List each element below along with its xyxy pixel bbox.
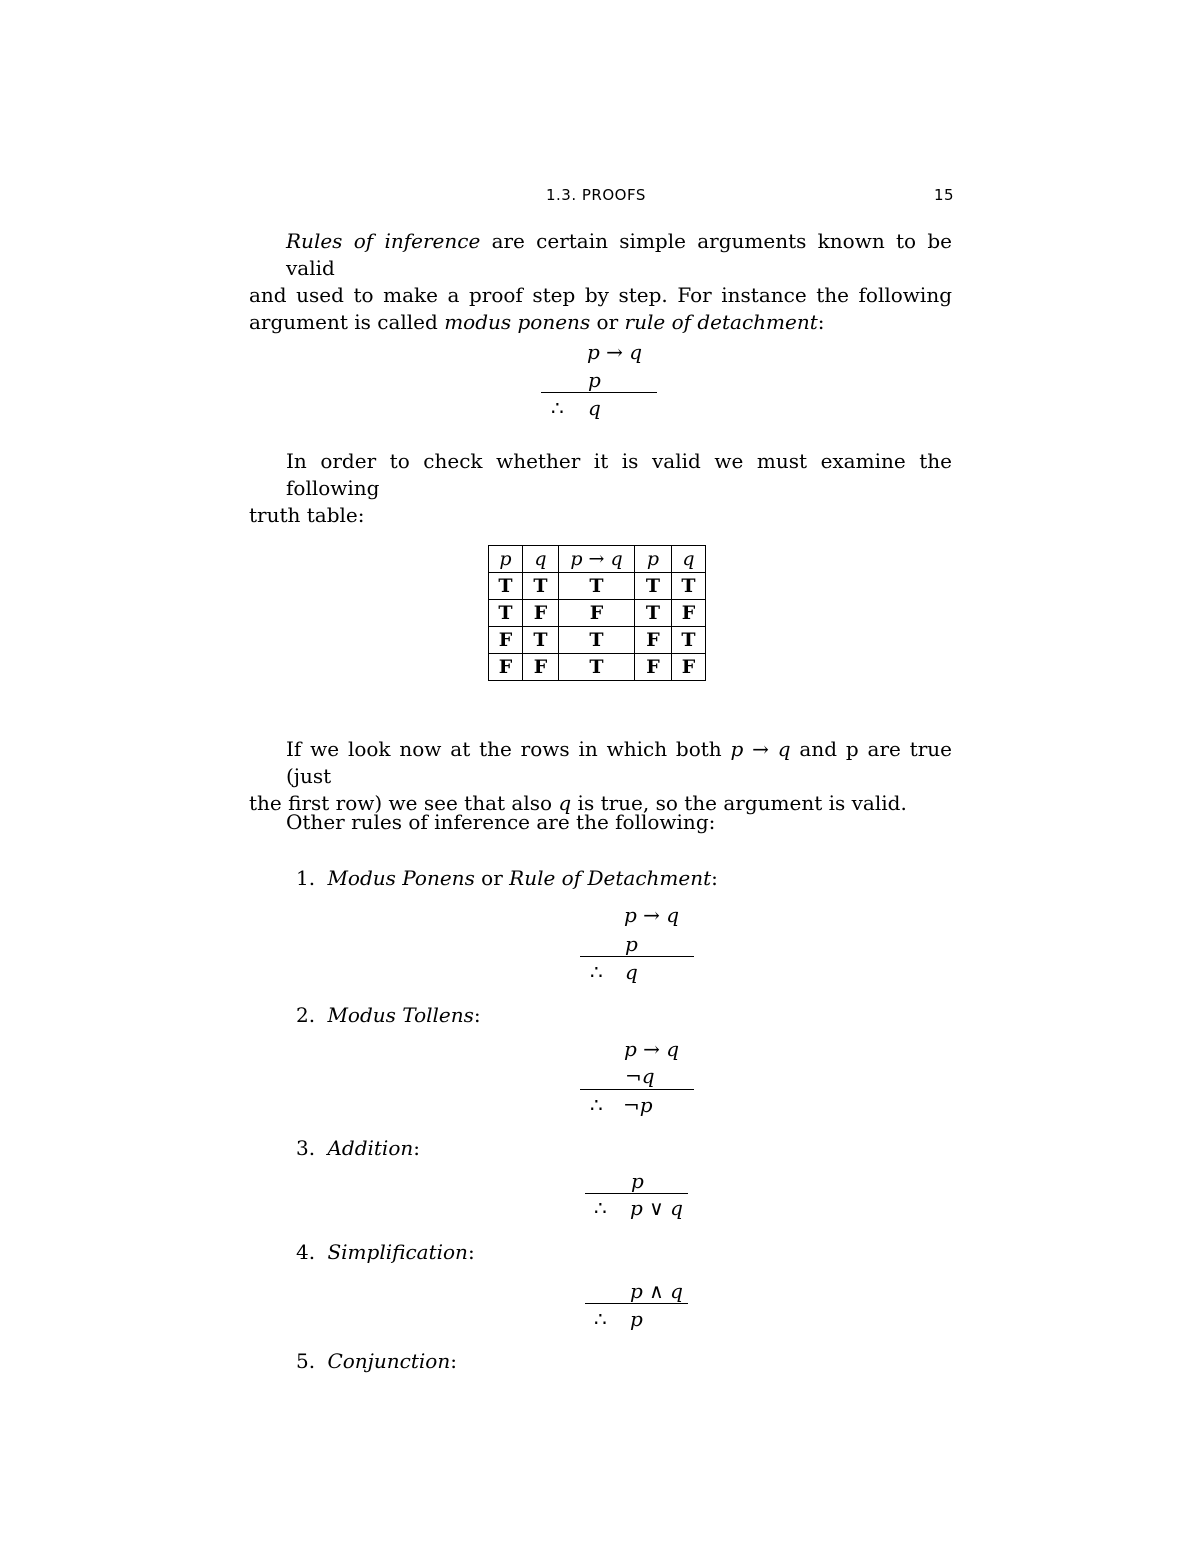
table-row (489, 654, 706, 681)
table-cell: F (523, 654, 559, 681)
intro-text-1: are certain simple arguments known to be valid (286, 229, 952, 280)
rule-name-alt: Rule of Detachment (509, 866, 712, 890)
table-cell: F (672, 600, 706, 627)
rule-connector: or (474, 866, 510, 890)
term-rules-of-inference: Rules of inference (286, 229, 481, 253)
table-cell: F (489, 654, 523, 681)
rule-item-4 (296, 1240, 475, 1264)
rule4-conclusion: p (630, 1307, 643, 1331)
implication-expression: p → q (730, 737, 791, 761)
rule-item-5 (296, 1349, 457, 1373)
rule4-premise-1: p ∧ q (630, 1279, 683, 1303)
table-cell: T (672, 627, 706, 654)
table-cell: T (635, 573, 672, 600)
conclusion-text-a: If we look now at the rows in which both (286, 737, 731, 761)
header-cell: p (489, 546, 523, 573)
table-cell: T (489, 600, 523, 627)
header-cell: q (523, 546, 559, 573)
truth-table (488, 545, 706, 681)
rule2-rule (580, 1089, 694, 1090)
intro-line-3 (249, 309, 952, 336)
term-rule-of-detachment: rule of detachment (624, 310, 818, 334)
header-cell: q (672, 546, 706, 573)
rule-name: Conjunction (327, 1349, 451, 1373)
rule2-conclusion: ¬p (623, 1093, 653, 1117)
table-cell: T (489, 573, 523, 600)
intro-text-5: : (817, 310, 825, 334)
rule-colon: : (413, 1136, 421, 1160)
table-cell: F (489, 627, 523, 654)
rule-colon: : (711, 866, 718, 890)
therefore-symbol: ∴ (551, 396, 564, 420)
page-number: 15 (934, 186, 955, 204)
intro-conclusion: q (588, 396, 601, 420)
intro-premise-2: p (588, 368, 601, 392)
table-cell: T (523, 627, 559, 654)
therefore-symbol: ∴ (590, 1093, 603, 1117)
rule4-rule (585, 1303, 688, 1304)
rule1-premise-2: p (625, 932, 638, 956)
table-row (489, 573, 706, 600)
table-cell: T (559, 627, 635, 654)
rule-colon: : (467, 1240, 475, 1264)
rule-colon: : (473, 1003, 481, 1027)
table-cell: F (635, 654, 672, 681)
table-cell: T (559, 573, 635, 600)
rule-number: 5. (296, 1349, 316, 1373)
rule-item-1 (296, 866, 718, 890)
conclusion-text-d: the first row) we see that also (249, 791, 559, 815)
rule3-premise-1: p (631, 1169, 644, 1193)
other-rules-line: Other rules of inference are the following: (286, 810, 716, 834)
conclusion-text-f: is true, so the argument is valid. (571, 791, 907, 815)
intro-text-3: argument is called (249, 310, 445, 334)
table-cell: F (559, 600, 635, 627)
conclusion-paragraph (249, 736, 952, 817)
rule1-rule (580, 956, 694, 957)
table-cell: F (523, 600, 559, 627)
rule-item-3 (296, 1136, 420, 1160)
table-cell: F (635, 627, 672, 654)
rule3-rule (585, 1193, 688, 1194)
table-cell: T (635, 600, 672, 627)
header-cell: p → q (559, 546, 635, 573)
table-cell: T (672, 573, 706, 600)
rule-number: 1. (296, 866, 316, 890)
header-cell: p (635, 546, 672, 573)
intro-premise-1: p → q (587, 340, 643, 364)
check-line-2: truth table: (249, 503, 365, 527)
table-cell: T (559, 654, 635, 681)
intro-paragraph (249, 228, 952, 336)
therefore-symbol: ∴ (594, 1307, 607, 1331)
rule-number: 2. (296, 1003, 316, 1027)
other-rules-paragraph (249, 809, 952, 836)
intro-argument-rule (541, 392, 657, 393)
rule2-premise-2: ¬q (625, 1064, 655, 1088)
rule-name: Modus Tollens (327, 1003, 474, 1027)
truth-table-header-row (489, 546, 706, 573)
term-modus-ponens: modus ponens (444, 310, 591, 334)
table-row (489, 600, 706, 627)
intro-line-2: and used to make a proof step by step. For instance the following (249, 283, 952, 307)
intro-text-4: or (590, 310, 625, 334)
rule-number: 4. (296, 1240, 316, 1264)
intro-line-1 (249, 228, 952, 282)
rule-colon: : (450, 1349, 457, 1373)
rule1-premise-1: p → q (624, 903, 680, 927)
therefore-symbol: ∴ (594, 1196, 607, 1220)
table-cell: F (672, 654, 706, 681)
rule2-premise-1: p → q (624, 1037, 680, 1061)
running-header-section: 1.3. PROOFS (546, 186, 646, 204)
rule-number: 3. (296, 1136, 316, 1160)
rule-item-2 (296, 1003, 481, 1027)
rule-name: Addition (327, 1136, 414, 1160)
conclusion-line-1 (249, 736, 952, 790)
rule-name: Simplification (327, 1240, 468, 1264)
rule3-conclusion: p ∨ q (630, 1196, 683, 1220)
conclusion-text-c: and p are true (just (286, 737, 952, 788)
therefore-symbol: ∴ (590, 960, 603, 984)
check-paragraph (249, 448, 952, 529)
variable-q: q (558, 791, 572, 815)
table-row (489, 627, 706, 654)
rule1-conclusion: q (625, 960, 638, 984)
check-line-1: In order to check whether it is valid we must examine the following (286, 449, 952, 500)
table-cell: T (523, 573, 559, 600)
rule-name: Modus Ponens (327, 866, 475, 890)
